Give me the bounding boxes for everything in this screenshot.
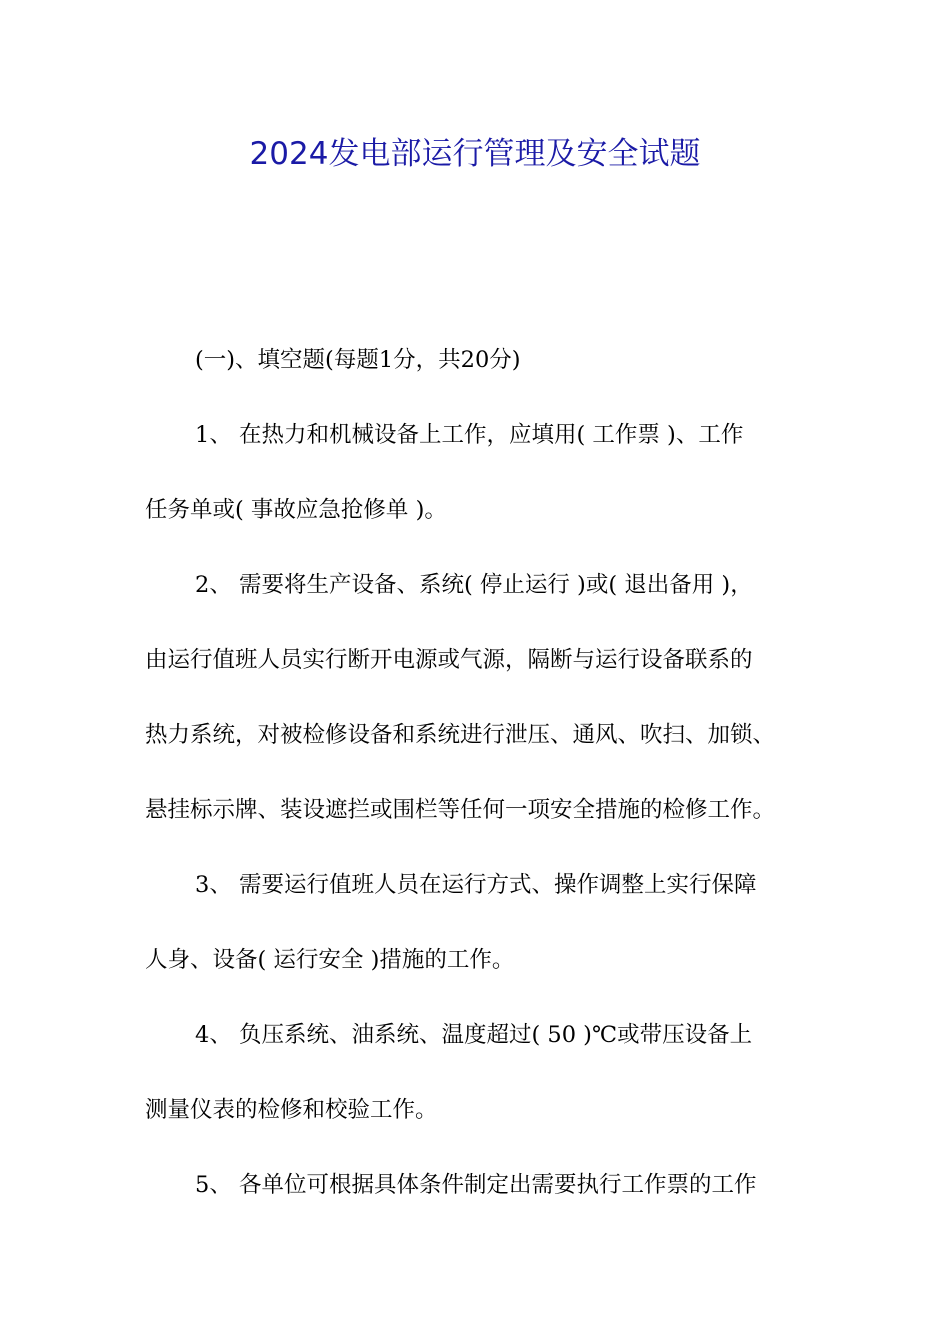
question-3-line-2: 人身、设备( 运行安全 )措施的工作。 [145, 947, 515, 973]
question-2-line-1: 2、 需要将生产设备、系统( 停止运行 )或( 退出备用 )， [195, 572, 753, 598]
question-2-line-2: 由运行值班人员实行断开电源或气源，隔断与运行设备联系的 [145, 647, 753, 673]
question-4-line-1: 4、 负压系统、油系统、温度超过( 50 )℃或带压设备上 [195, 1022, 753, 1048]
question-1-line-1: 1、 在热力和机械设备上工作，应填用( 工作票 )、工作 [195, 422, 744, 448]
question-5-line-1: 5、 各单位可根据具体条件制定出需要执行工作票的工作 [195, 1172, 757, 1198]
question-2-line-4: 悬挂标示牌、装设遮拦或围栏等任何一项安全措施的检修工作。 [145, 797, 776, 823]
question-4-line-2: 测量仪表的检修和校验工作。 [145, 1097, 438, 1123]
section-heading: (一)、填空题(每题1分，共20分) [195, 347, 521, 373]
question-2-line-3: 热力系统，对被检修设备和系统进行泄压、通风、吹扫、加锁、 [145, 722, 776, 748]
document-title: 2024发电部运行管理及安全试题 [249, 136, 701, 172]
question-3-line-1: 3、 需要运行值班人员在运行方式、操作调整上实行保障 [195, 872, 757, 898]
question-1-line-2: 任务单或( 事故应急抢修单 )。 [145, 497, 447, 523]
